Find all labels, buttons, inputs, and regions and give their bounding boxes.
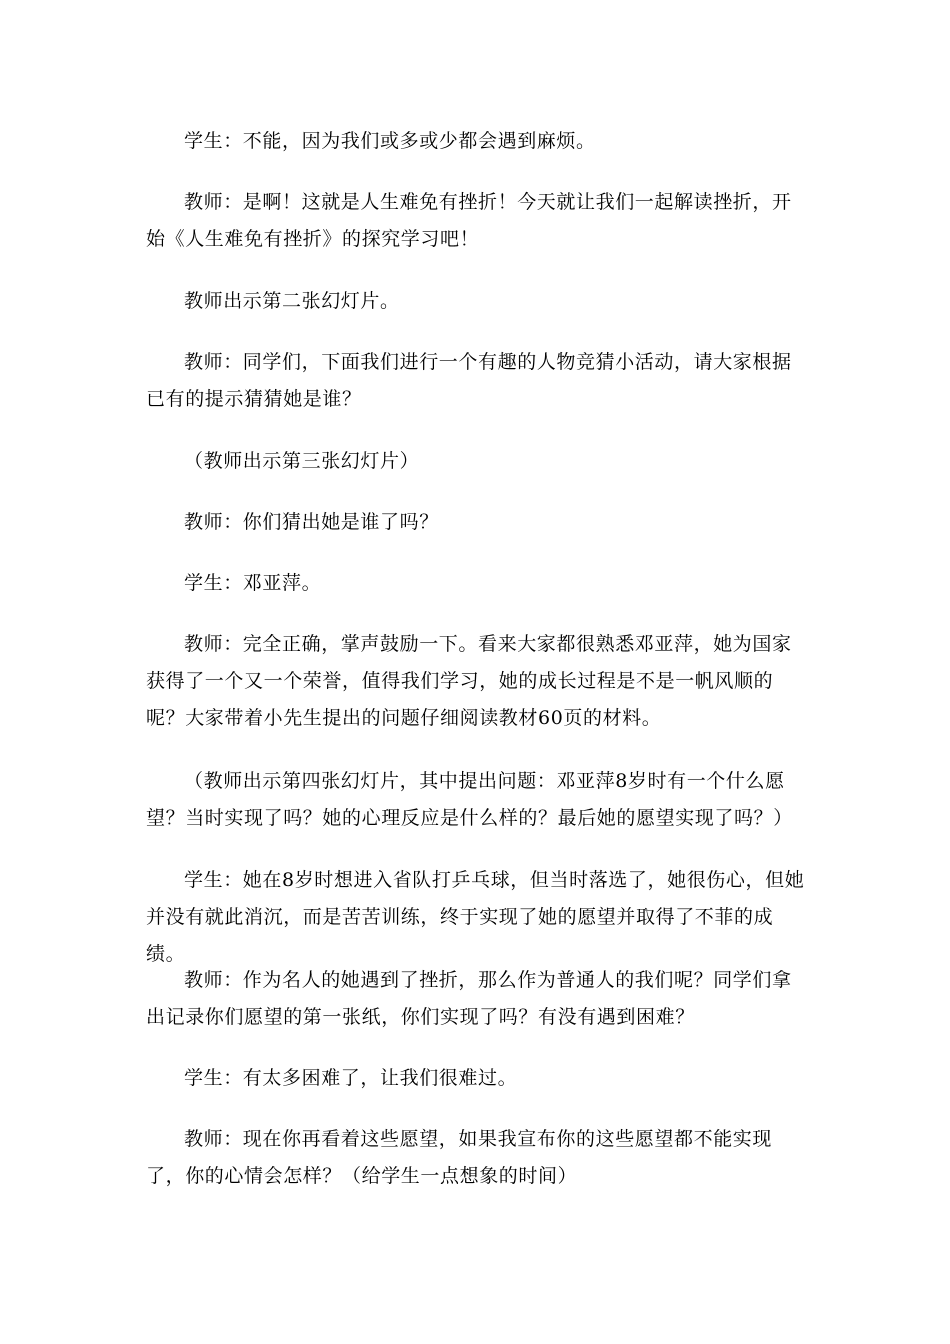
- paragraph-text: 教师：作为名人的她遇到了挫折，那么作为普通人的我们呢？同学们拿出记录你们愿望的第一张纸，你们实现了吗？有没有遇到困难？: [146, 969, 792, 1028]
- paragraph-text: 教师：现在你再看着这些愿望，如果我宣布你的这些愿望都不能实现了，你的心情会怎样？（给学生一点想象的时间）: [146, 1128, 773, 1187]
- paragraph-text: 教师：同学们，下面我们进行一个有趣的人物竞猜小活动，请大家根据已有的提示猜猜她是谁？: [146, 351, 792, 410]
- paragraph-text: （教师出示第三张幻灯片）: [184, 450, 420, 472]
- para-12: [146, 1060, 806, 1097]
- para-13: [146, 1121, 806, 1195]
- para-5: [146, 443, 806, 480]
- para-8: [146, 626, 806, 737]
- para-11: [146, 962, 806, 1036]
- paragraph-text: 教师：完全正确，掌声鼓励一下。看来大家都很熟悉邓亚萍，她为国家获得了一个又一个荣誉，值得我们学习，她的成长过程是不是一帆风顺的呢？大家带着小先生提出的问题仔细阅读教材60页的材料。: [146, 633, 792, 729]
- paragraph-text: 学生：有太多困难了，让我们很难过。: [184, 1067, 518, 1089]
- para-7: [146, 565, 806, 602]
- para-10: [146, 862, 806, 973]
- paragraph-text: 学生：不能，因为我们或多或少都会遇到麻烦。: [184, 130, 596, 152]
- paragraph-text: （教师出示第四张幻灯片，其中提出问题：邓亚萍8岁时有一个什么愿望？当时实现了吗？她的心理反应是什么样的？最后她的愿望实现了吗？）: [146, 770, 793, 829]
- para-6: [146, 504, 806, 541]
- paragraph-text: 教师出示第二张幻灯片。: [184, 290, 400, 312]
- paragraph-text: 教师：你们猜出她是谁了吗？: [184, 511, 439, 533]
- para-1: [146, 123, 806, 160]
- paragraph-text: 学生：邓亚萍。: [184, 572, 322, 594]
- para-2: [146, 184, 806, 258]
- para-4: [146, 344, 806, 418]
- para-3: [146, 283, 806, 320]
- para-9: [146, 763, 806, 837]
- paragraph-text: 教师：是啊！这就是人生难免有挫折！今天就让我们一起解读挫折，开始《人生难免有挫折》的探究学习吧！: [146, 191, 792, 250]
- paragraph-text: 学生：她在8岁时想进入省队打乒乓球，但当时落选了，她很伤心，但她并没有就此消沉，而是苦苦训练，终于实现了她的愿望并取得了不菲的成绩。: [146, 869, 805, 965]
